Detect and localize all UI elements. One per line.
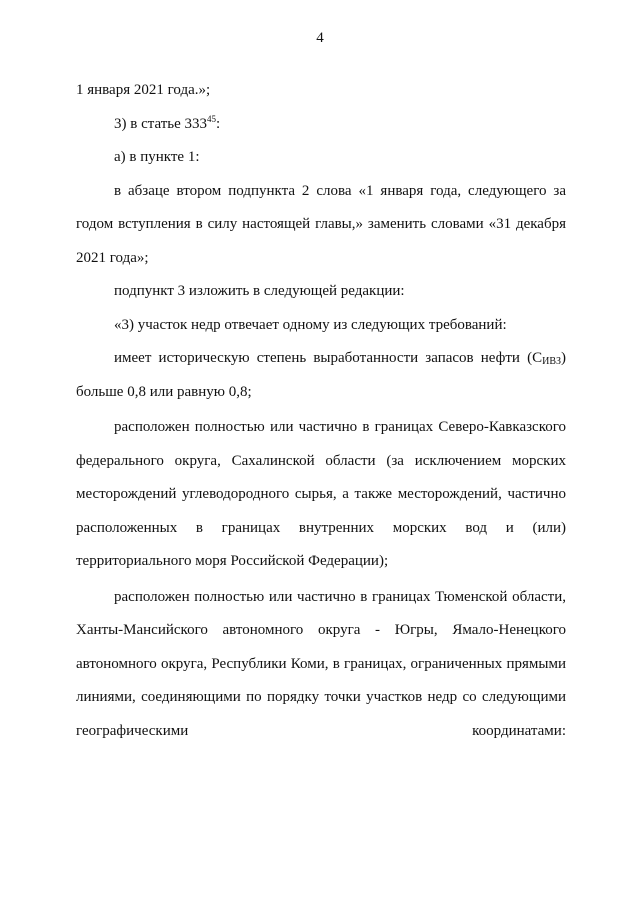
- paragraph-continuation: 1 января 2021 года.»;: [76, 82, 211, 98]
- paragraph-point-1: а) в пункте 1:: [114, 149, 200, 165]
- document-body: [76, 74, 566, 748]
- article-superscript: 45: [207, 113, 217, 124]
- article-colon: :: [216, 115, 221, 132]
- paragraph-article-333: [76, 108, 566, 142]
- paragraph-north-caucasus: расположен полностью или частично в границах Северо-Кавказского федерального округа, Сахалинской области (за исключением морских месторождений углеводородного сырья, а также месторождений, частично расположенных в границах внутренних морских вод и (или) территориального моря Российской Федерации);: [76, 419, 566, 569]
- paragraph-depletion: [76, 342, 566, 409]
- paragraph-subpoint-2: в абзаце втором подпункта 2 слова «1 января года, следующего за годом вступления в силу настоящей главы,» заменить словами «31 декабря 2021 года»;: [76, 182, 566, 266]
- page-number: 4: [316, 30, 324, 46]
- article-label: 3) в статье 333: [114, 115, 208, 132]
- depletion-subscript: ИВЗ: [542, 356, 561, 367]
- paragraph-subpoint-3: подпункт 3 изложить в следующей редакции:: [114, 283, 405, 299]
- paragraph-tyumen: расположен полностью или частично в границах Тюменской области, Ханты-Мансийского автономного округа - Югры, Ямало-Ненецкого автономного округа, Республики Коми, в границах, ограниченных прямыми линиями, соединяющими по порядку точки участков недр со следующими географическими координатами:: [76, 588, 566, 739]
- paragraph-requirements: «3) участок недр отвечает одному из следующих требований:: [114, 316, 507, 333]
- depletion-text: имеет историческую степень выработанности запасов нефти (С: [114, 350, 543, 366]
- depletion-text-end: ) больше 0,8 или равную 0,8;: [76, 350, 566, 400]
